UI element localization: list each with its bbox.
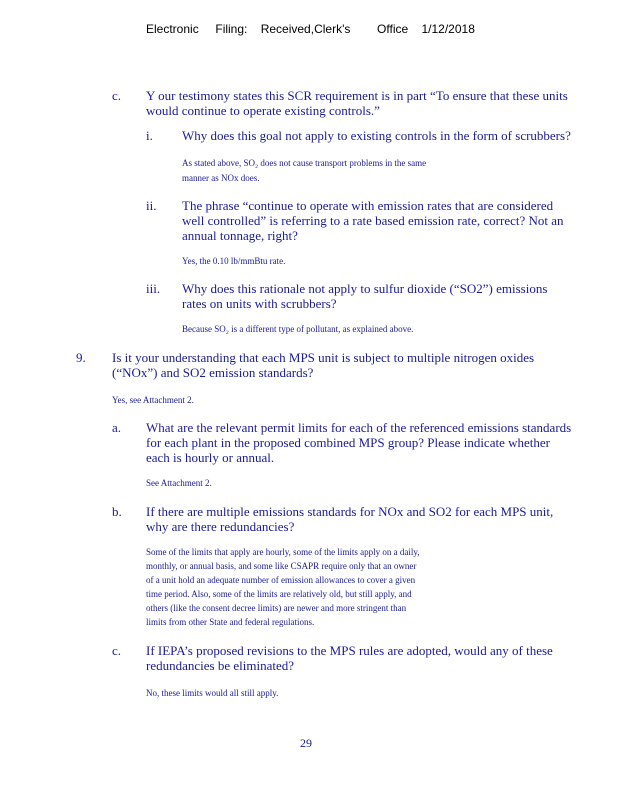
question-9-answer [112,393,194,408]
item-ii-label: ii. [146,198,157,213]
filing-header: Electronic Filing: Received,Clerk's Office 1/12/2018 [146,22,475,36]
answer-line: As stated above, SO₂ does not cause transport problems in the same [182,158,427,168]
answer-line: Because SO₂ is a different type of pollutant, as explained above. [182,324,414,334]
item-c-label: c. [112,88,122,103]
answer-line: See Attachment 2. [146,478,212,488]
item-a-answer [146,476,212,491]
answer-line: No, these limits would all still apply. [146,688,279,698]
item-i-answer [182,156,426,186]
item-b-label: b. [112,504,122,519]
answer-line: Yes, the 0.10 lb/mmBtu rate. [182,256,286,266]
question-line: why are there redundancies? [146,519,295,534]
question-line: The phrase “continue to operate with emission rates that are considered [182,198,554,213]
item-i-label: i. [146,128,153,143]
item-i-question [182,128,571,143]
item-b-answer [146,545,420,629]
question-line: each is hourly or annual. [146,450,275,465]
question-line: Is it your understanding that each MPS unit is subject to multiple nitrogen oxides [112,350,535,365]
item-iii-question [182,281,547,311]
question-line: What are the relevant permit limits for each of the referenced emissions standards [146,420,572,435]
answer-line: Yes, see Attachment 2. [112,395,194,405]
answer-line: time period. Also, some of the limits are relatively old, but still apply, and [146,589,412,599]
question-9-label: 9. [76,350,86,365]
question-line: (“NOx”) and SO2 emission standards? [112,365,314,380]
question-line: If IEPA’s proposed revisions to the MPS rules are adopted, would any of these [146,643,553,658]
answer-line: Some of the limits that apply are hourly, some of the limits apply on a daily, [146,547,420,557]
item-c2-answer [146,686,278,701]
question-line: annual tonnage, right? [182,228,298,243]
question-line: If there are multiple emissions standards for NOx and SO2 for each MPS unit, [146,504,554,519]
question-line: would continue to operate existing controls.” [146,103,380,118]
question-line: redundancies be eliminated? [146,658,294,673]
question-line: Why does this goal not apply to existing controls in the form of scrubbers? [182,128,571,143]
question-line: Why does this rationale not apply to sulfur dioxide (“SO2”) emissions [182,281,548,296]
item-b-question [146,504,553,534]
answer-line: others (like the consent decree limits) are newer and more stringent than [146,603,407,613]
item-ii-answer [182,254,285,269]
item-a-question [146,420,571,465]
question-line: Y our testimony states this SCR requirement is in part “To ensure that these units [146,88,568,103]
question-line: rates on units with scrubbers? [182,296,337,311]
item-c2-question [146,643,553,673]
item-iii-answer [182,322,413,337]
answer-line: limits from other State and federal regulations. [146,617,315,627]
item-c2-label: c. [112,643,122,658]
item-ii-question [182,198,564,243]
item-c-question [146,88,568,118]
page-number: 29 [300,736,312,750]
item-a-label: a. [112,420,122,435]
answer-line: manner as NOx does. [182,173,260,183]
question-line: well controlled” is referring to a rate based emission rate, correct? Not an [182,213,564,228]
answer-line: monthly, or annual basis, and some like CSAPR require only that an owner [146,561,417,571]
question-9-text [112,350,534,380]
question-line: for each plant in the proposed combined MPS group? Please indicate whether [146,435,550,450]
answer-line: of a unit hold an adequate number of emission allowances to cover a given [146,575,416,585]
item-iii-label: iii. [146,281,161,296]
